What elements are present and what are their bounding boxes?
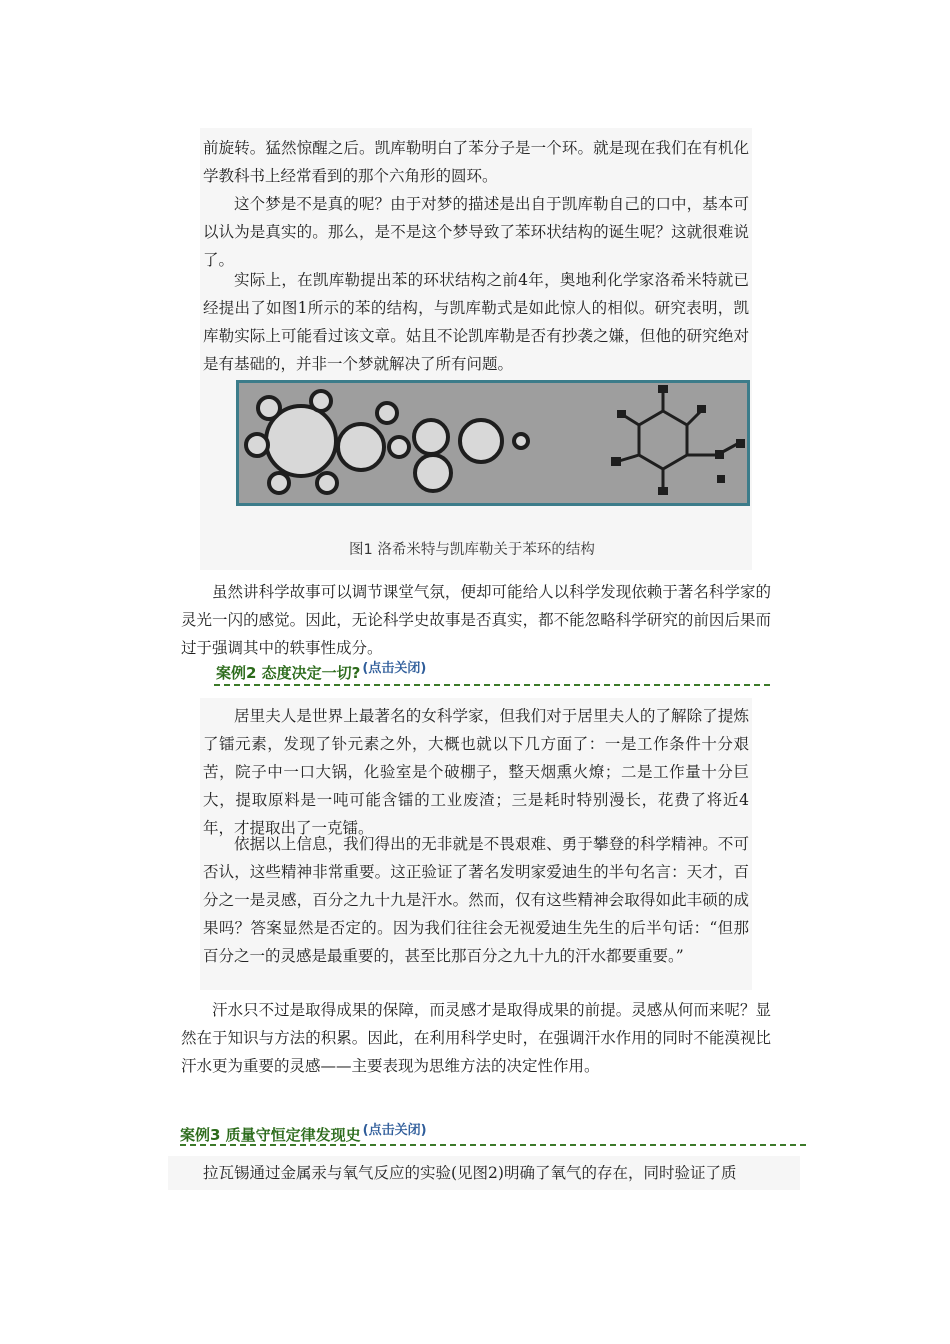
benzene-structure-figure [236,380,750,506]
case-3-heading [180,1124,427,1145]
case-2-paragraph-2: 依据以上信息，我们得出的无非就是不畏艰难、勇于攀登的科学精神。不可否认，这些精神非常重要。这正验证了著名发明家爱迪生的半句名言：天才，百分之一是灵感，百分之九十九是汗水。然而，仅有这些精神会取得如此丰硕的成果吗？答案显然是否定的。因为我们往往会无视爱迪生先生的后半句话：“但那百分之一的灵感是最重要的，甚至比那百分之九十九的汗水都要重要。” [203,835,749,965]
loschmidt-atom [258,397,280,419]
commentary-paragraph-1: 虽然讲科学故事可以调节课堂气氛，便却可能给人以科学发现依赖于著名科学家的灵光一闪的感觉。因此，无论科学史故事是否真实，都不能忽略科学研究的前因后果而过于强调其中的轶事性成分。 [181,583,771,657]
loschmidt-ring-end [460,420,502,462]
case-2-toggle-link[interactable]: (点击关闭) [362,661,427,676]
loschmidt-atom-small [514,434,528,448]
commentary-paragraph-2: 汗水只不过是取得成果的保障，而灵感才是取得成果的前提。灵感从何而来呢？显然在于知识与方法的积累。因此，在利用科学史时，在强调汗水作用的同时不能漠视比汗水更为重要的灵感——主要表现为思维方法的决定性作用。 [181,1001,771,1075]
benzene-paragraph-3: 实际上，在凯库勒提出苯的环状结构之前4年，奥地利化学家洛希米特就已经提出了如图1所示的苯的结构，与凯库勒式是如此惊人的相似。研究表明，凯库勒实际上可能看过该文章。姑且不论凯库勒是否有抄袭之嫌，但他的研究绝对是有基础的，并非一个梦就解决了所有问题。 [203,271,749,373]
loschmidt-atom [389,437,409,457]
case-3-title: 案例3 质量守恒定律发现史 [180,1126,361,1144]
case-2-divider [214,684,770,686]
loschmidt-atom [311,391,331,411]
loschmidt-ring-lower [415,455,451,491]
loschmidt-ring-right [414,420,448,454]
case-2-title: 案例2 态度决定一切? [216,664,361,682]
figure-1-caption: 图1 洛希米特与凯库勒关于苯环的结构 [349,542,595,558]
case-2-heading [216,662,426,683]
kekule-hexagon [639,411,687,469]
case-3-paragraph-1: 拉瓦锡通过金属汞与氧气反应的实验(见图2)明确了氧气的存在，同时验证了质 [203,1164,737,1182]
case-3-divider [180,1144,806,1146]
loschmidt-atom [269,473,289,493]
loschmidt-ring-mid [338,424,384,470]
benzene-structure-image [239,383,747,503]
case-2-paragraph-1: 居里夫人是世界上最著名的女科学家，但我们对于居里夫人的了解除了提炼了镭元素，发现了钋元素之外，大概也就以下几方面了：一是工作条件十分艰苦，院子中一口大锅，化验室是个破棚子，整天烟熏火燎；二是工作量十分巨大，提取原料是一吨可能含镭的工业废渣；三是耗时特别漫长，花费了将近4年，才提取出了一克镭。 [203,707,749,837]
loschmidt-atom [246,434,268,456]
benzene-paragraph-2: 这个梦是不是真的呢？由于对梦的描述是出自于凯库勒自己的口中，基本可以认为是真实的。那么，是不是这个梦导致了苯环状结构的诞生呢？这就很难说了。 [203,195,749,269]
loschmidt-atom [377,403,397,423]
case-3-toggle-link[interactable]: (点击关闭) [362,1123,427,1138]
loschmidt-atom [317,473,337,493]
benzene-paragraph-1: 前旋转。猛然惊醒之后。凯库勒明白了苯分子是一个环。就是现在我们在有机化学教科书上经常看到的那个六角形的圆环。 [203,139,749,185]
